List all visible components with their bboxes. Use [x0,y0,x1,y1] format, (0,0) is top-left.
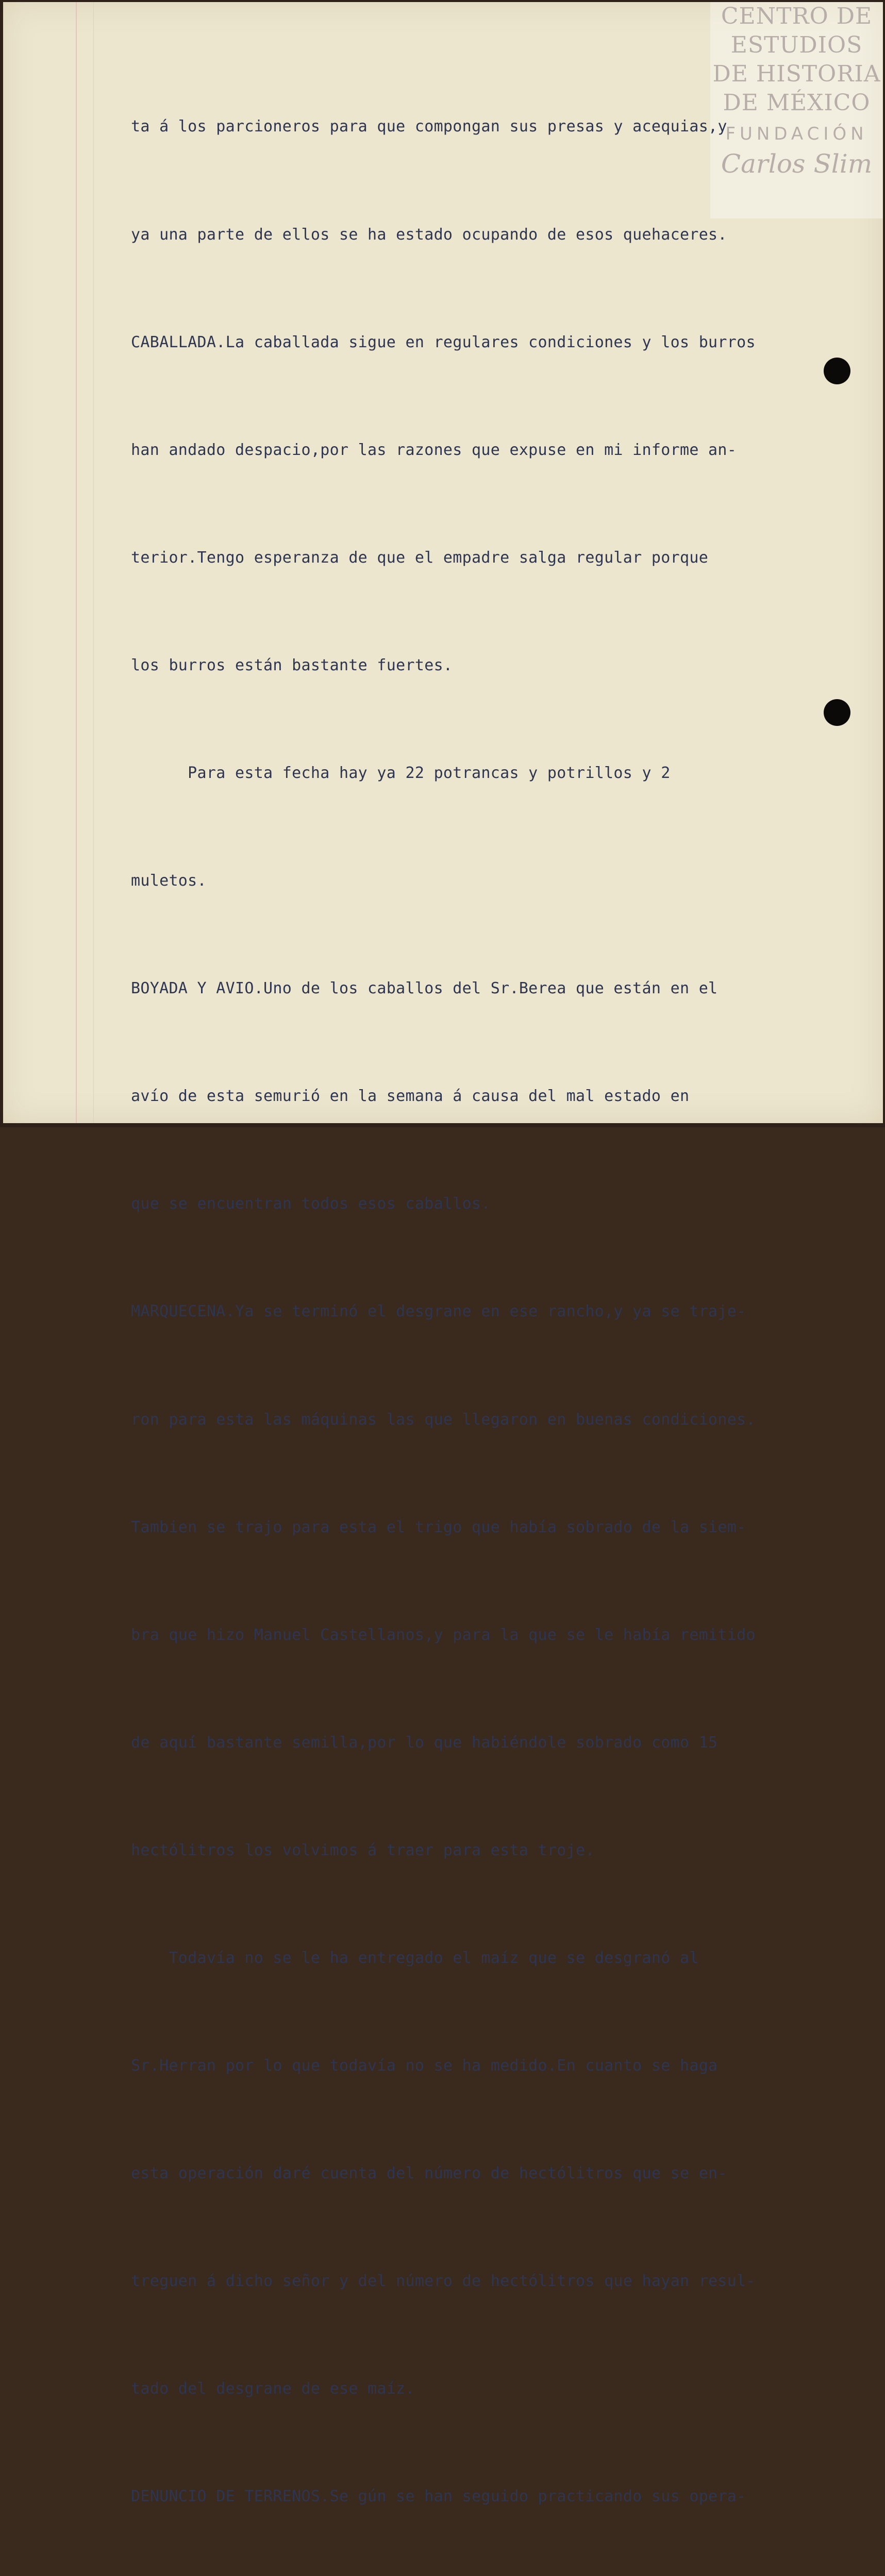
text-line: BOYADA Y AVIO.Uno de los caballos del Sr.Berea que están en el [131,979,718,998]
text-line: esta operación daré cuenta del número de hectólitros que se en- [131,2164,727,2183]
text-line: hectólitros los volvimos á traer para esta troje. [131,1841,595,1859]
text-line: los burros están bastante fuertes. [131,656,453,674]
watermark-line: ESTUDIOS [730,32,863,58]
watermark-line: DE HISTORIA [712,61,881,87]
text-line: muletos. [131,872,207,890]
text-line: treguen á dicho señor y del número de hectólitros que hayan resul- [131,2272,756,2291]
text-line: terior.Tengo esperanza de que el empadre salga regular porque [131,548,709,567]
text-line: CABALLADA.La caballada sigue en regulares condiciones y los burros [131,333,756,351]
text-line: han andado despacio,por las razones que expuse en mi informe an- [131,440,737,459]
text-line: bra que hizo Manuel Castellanos,y para la que se le había remitido [131,1625,756,1644]
text-line: Tambien se trajo para esta el trigo que había sobrado de la siem- [131,1518,746,1536]
text-line: Sr.Herran por lo que todavía no se ha medido.En cuanto se haga [131,2057,718,2075]
text-line: Para esta fecha hay ya 22 potrancas y potrillos y 2 [131,764,671,782]
text-line: de aquí bastante semilla,por lo que habiéndole sobrado como 15 [131,1733,718,1752]
text-line: MARQUECENA.Ya se terminó el desgrane en ese rancho,y ya se traje- [131,1302,746,1321]
text-line: tado del desgrane de ese maíz. [131,2380,415,2398]
text-line: avío de esta semurió en la semana á causa del mal estado en [131,1087,690,1106]
watermark-signature: Carlos Slim [721,149,873,179]
text-line: ron para esta las máquinas las que llegaron en buenas condiciones. [131,1410,756,1429]
typed-body-text [131,37,853,2576]
watermark-line: DE MÉXICO [723,90,871,116]
bleed-through-rule [93,2,94,1123]
punch-hole [824,358,850,384]
watermark-line: CENTRO DE [721,3,873,29]
margin-rule [76,2,77,1123]
text-line: ta á los parcioneros para que compongan sus presas y acequias,y [131,117,727,136]
text-line: Todavía no se le ha entregado el maíz que se desgranó al [131,1949,699,1967]
text-line: DENUNCIO DE TERRENOS.Se gún se han seguido practicando sus opera- [131,2487,746,2506]
watermark-fundacion: FUNDACIÓN [725,124,868,144]
punch-hole [824,699,850,726]
text-line: que se encuentran todos esos caballos. [131,1195,491,1213]
text-line: ya una parte de ellos se ha estado ocupando de esos quehaceres. [131,225,727,244]
